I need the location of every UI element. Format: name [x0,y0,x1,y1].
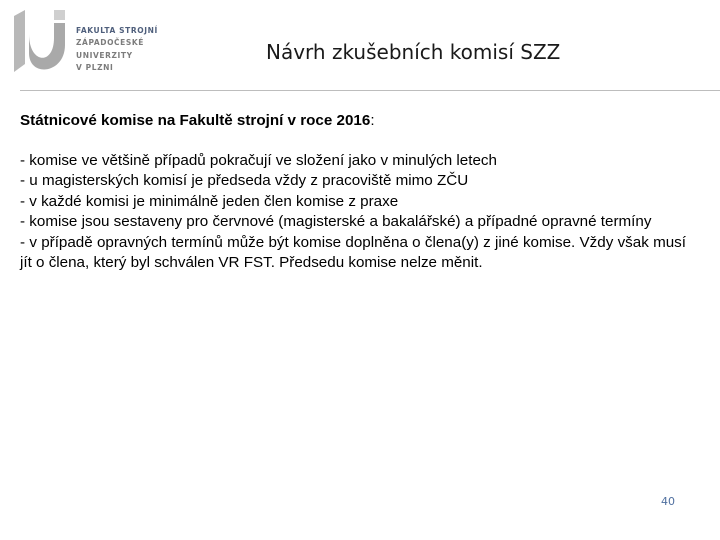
slide-body [20,111,686,274]
university-logo [12,8,162,80]
section-heading-text: Státnicové komise na Fakultě strojní v roce 2016 [20,112,371,129]
section-heading-colon: : [370,112,375,129]
page-number: 40 [661,495,675,508]
bullet-item: - v každé komisi je minimálně jeden člen komise z praxe [20,192,399,210]
logo-line: UNIVERZITY [76,50,133,60]
title-divider [20,90,720,91]
bullet-item: - v případě opravných termínů může být komise doplněna o člena(y) z jiné komise. Vždy však musí jít o člena, který byl schválen VR FST. Předsedu komise nelze měnit. [20,233,686,271]
section-heading [20,111,686,132]
bullet-item: - komise ve většině případů pokračují ve složení jako v minulých letech [20,151,497,169]
logo-line: V PLZNI [76,62,114,72]
bullet-item: - u magisterských komisí je předseda vždy z pracoviště mimo ZČU [20,172,469,189]
slide-title: Návrh zkušebních komisí SZZ [266,40,561,64]
logo-line: FAKULTA STROJNÍ [76,26,158,35]
university-emblem-icon [12,8,72,80]
university-name [76,25,158,74]
logo-line: ZÁPADOČESKÉ [76,38,145,48]
bullet-item: - komise jsou sestaveny pro červnové (magisterské a bakalářské) a případné opravné termíny [20,213,652,230]
